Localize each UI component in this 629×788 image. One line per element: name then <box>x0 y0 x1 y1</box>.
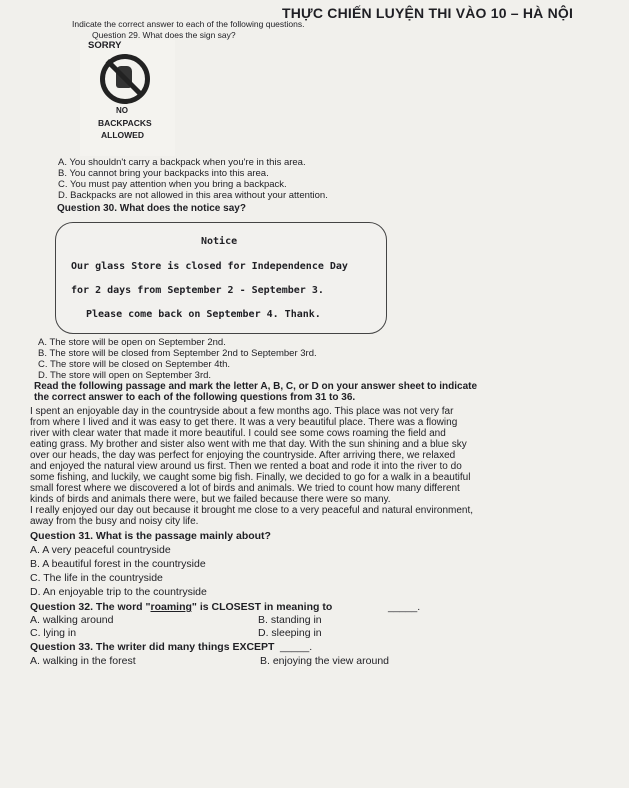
q31-stem: Question 31. What is the passage mainly about? <box>30 530 271 542</box>
q29-option-d: D. Backpacks are not allowed in this area without your attention. <box>58 190 328 201</box>
sign-sorry: SORRY <box>88 40 122 51</box>
passage-line-7: some fishing, and luckily, we caught some big fish. Finally, we decided to go for a walk in a beautiful <box>30 472 471 483</box>
passage-line-4: eating grass. My brother and sister also went with me that day. With the sun shining and a blue sky <box>30 439 467 450</box>
notice-line-2: for 2 days from September 2 - September 3. <box>71 285 324 296</box>
q29-stem: Question 29. What does the sign say? <box>92 30 236 40</box>
q32-stem <box>30 601 332 613</box>
q32-option-d: D. sleeping in <box>258 627 322 639</box>
q33-blank: _____. <box>280 641 313 653</box>
q31-option-d: D. An enjoyable trip to the countryside <box>30 586 207 598</box>
sign-text-allowed: ALLOWED <box>101 130 144 140</box>
q32-option-b: B. standing in <box>258 614 322 626</box>
sign-text-backpacks: BACKPACKS <box>98 118 152 128</box>
q30-option-c: C. The store will be closed on September 4th. <box>38 359 231 370</box>
sign-text-no: NO <box>116 106 128 115</box>
notice-line-1: Our glass Store is closed for Independence Day <box>71 261 348 272</box>
q32-stem-end: " is CLOSEST in meaning to <box>191 601 333 613</box>
q32-stem-start: Question 32. The word " <box>30 601 151 613</box>
passage-line-11: away from the busy and noisy city life. <box>30 516 199 527</box>
passage-line-1: I spent an enjoyable day in the countryside about a few months ago. This place was not very far <box>30 406 454 417</box>
q31-option-a: A. A very peaceful countryside <box>30 544 171 556</box>
q32-blank: _____. <box>388 601 421 613</box>
q30-option-b: B. The store will be closed from September 2nd to September 3rd. <box>38 348 317 359</box>
reading-instruction-1: Read the following passage and mark the letter A, B, C, or D on your answer sheet to indicate <box>34 381 478 392</box>
passage-line-3: river with clear water that made it more beautiful. I could see some cows roaming the field and <box>30 428 446 439</box>
passage-line-2: from where I lived and it was easy to get there. It was a very beautiful place. There was a flowing <box>30 417 458 428</box>
q32-option-c: C. lying in <box>30 627 77 639</box>
q29-option-a: A. You shouldn't carry a backpack when you're in this area. <box>58 157 306 168</box>
passage-line-5: over our heads, the day was perfect for enjoying the countryside. After arriving there, we relaxed <box>30 450 456 461</box>
q31-option-c: C. The life in the countryside <box>30 572 163 584</box>
instruction-top: Indicate the correct answer to each of the following questions. <box>72 19 305 29</box>
passage-line-10: I really enjoyed our day out because it brought me close to a very peaceful and natural environment, <box>30 505 474 516</box>
q33-option-b: B. enjoying the view around <box>260 655 389 667</box>
q30-option-d: D. The store will open on September 3rd. <box>38 370 212 381</box>
passage-line-9: kinds of birds and animals there were, but we failed because there were so many. <box>30 494 391 505</box>
notice-title: Notice <box>201 236 238 247</box>
q30-option-a: A. The store will be open on September 2nd. <box>38 337 226 348</box>
notice-line-3: Please come back on September 4. Thank. <box>86 309 321 320</box>
q31-option-b: B. A beautiful forest in the countryside <box>30 558 206 570</box>
reading-instruction-2: the correct answer to each of the following questions from 31 to 36. <box>34 392 356 403</box>
q33-option-a: A. walking in the forest <box>30 655 136 667</box>
passage-line-8: small forest where we discovered a lot of birds and animals. We tried to count how many different <box>30 483 460 494</box>
passage-line-6: and enjoyed the natural view around us first. Then we rented a boat and rode it into the river to do <box>30 461 462 472</box>
page-header: THỰC CHIẾN LUYỆN THI VÀO 10 – HÀ NỘI <box>282 5 574 21</box>
q30-stem: Question 30. What does the notice say? <box>57 203 246 214</box>
q29-option-b: B. You cannot bring your backpacks into this area. <box>58 168 269 179</box>
q33-stem: Question 33. The writer did many things EXCEPT <box>30 641 275 653</box>
q32-stem-word: roaming <box>150 601 192 613</box>
q29-option-c: C. You must pay attention when you bring a backpack. <box>58 179 287 190</box>
no-backpacks-sign <box>80 40 175 156</box>
q32-option-a: A. walking around <box>30 614 114 626</box>
store-notice <box>55 222 387 334</box>
